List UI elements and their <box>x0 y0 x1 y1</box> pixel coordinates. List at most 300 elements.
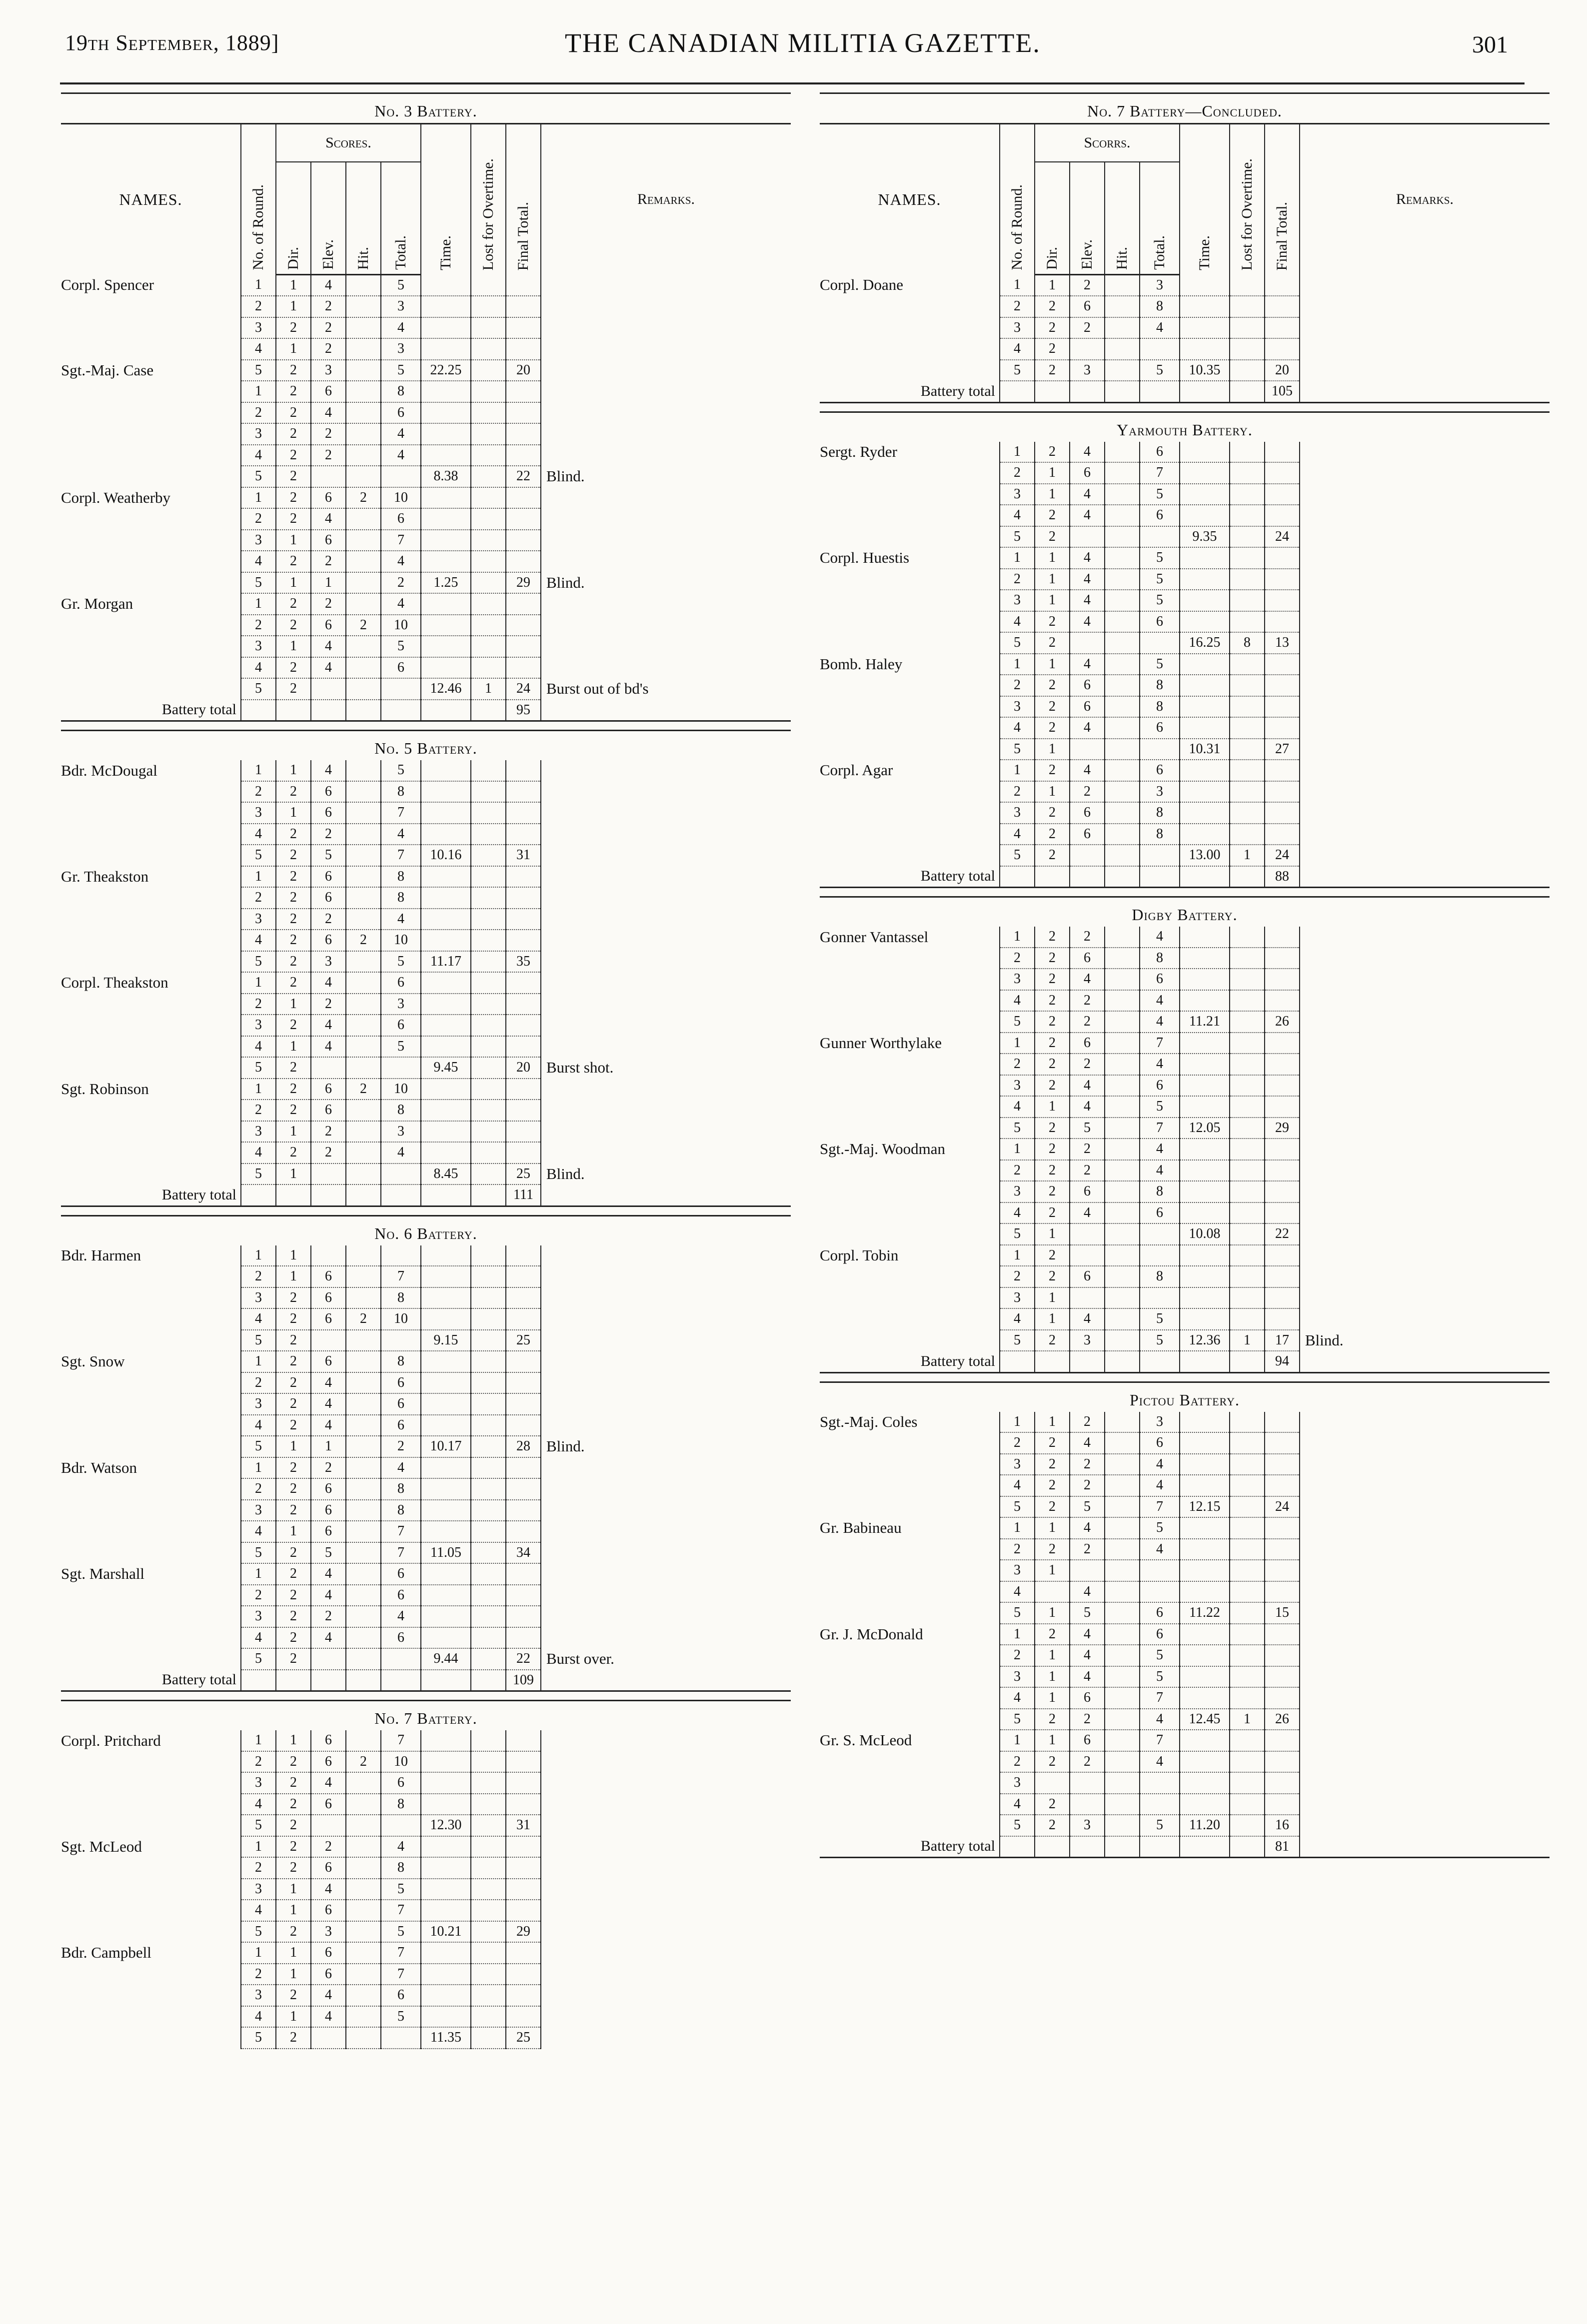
lost-cell <box>1230 317 1265 339</box>
section-rule <box>61 1215 791 1216</box>
elev-cell: 6 <box>311 615 346 636</box>
round-cell: 4 <box>241 824 276 845</box>
gunner-name <box>61 1857 241 1879</box>
total-cell: 4 <box>1140 1709 1180 1730</box>
section-rule <box>820 896 1550 898</box>
empty-cell <box>1000 1351 1035 1372</box>
final-cell <box>1265 969 1300 990</box>
total-cell: 7 <box>381 1521 421 1542</box>
round-cell: 3 <box>241 1500 276 1521</box>
hit-cell <box>346 1245 381 1266</box>
total-cell: 8 <box>381 1857 421 1879</box>
elev-cell: 4 <box>311 657 346 679</box>
hit-cell <box>346 466 381 487</box>
score-table <box>820 123 1550 403</box>
time-cell <box>1180 1139 1230 1160</box>
table-row <box>820 1815 1550 1836</box>
score-table <box>61 1245 791 1692</box>
round-cell: 1 <box>241 1563 276 1585</box>
time-cell <box>1180 1202 1230 1224</box>
gunner-name <box>820 1330 1000 1351</box>
round-cell: 4 <box>1000 717 1035 739</box>
table-row <box>820 1454 1550 1475</box>
time-cell <box>421 381 471 402</box>
remarks-cell <box>541 1351 791 1372</box>
dir-cell: 1 <box>1035 484 1070 505</box>
total-cell <box>1140 845 1180 866</box>
lost-cell <box>471 445 506 466</box>
lost-cell <box>1230 1139 1265 1160</box>
lost-cell <box>1230 1075 1265 1097</box>
table-row <box>61 1964 791 1985</box>
hit-cell <box>1105 1560 1140 1581</box>
table-row <box>61 1457 791 1479</box>
total-cell: 6 <box>381 1015 421 1036</box>
round-cell: 3 <box>1000 1181 1035 1202</box>
lost-cell <box>471 1163 506 1185</box>
gunner-name <box>820 1287 1000 1309</box>
hit-cell <box>346 760 381 781</box>
time-cell <box>1180 274 1230 296</box>
time-cell <box>1180 948 1230 969</box>
time-cell <box>1180 1454 1230 1475</box>
elev-cell: 4 <box>311 972 346 994</box>
hit-cell <box>346 338 381 360</box>
lost-cell <box>471 1100 506 1121</box>
gunner-name <box>820 739 1000 760</box>
remarks-cell <box>1300 1181 1550 1202</box>
final-cell <box>506 781 541 803</box>
hit-cell <box>1105 1266 1140 1287</box>
final-cell <box>1265 824 1300 845</box>
final-cell <box>506 2006 541 2028</box>
gunner-name <box>820 1118 1000 1139</box>
lost-cell <box>1230 948 1265 969</box>
total-cell: 4 <box>381 551 421 572</box>
final-cell <box>1265 948 1300 969</box>
round-cell: 4 <box>1000 1096 1035 1118</box>
final-cell <box>506 1942 541 1964</box>
time-cell <box>421 760 471 781</box>
lost-cell <box>1230 1202 1265 1224</box>
time-cell <box>421 1730 471 1751</box>
remarks-cell <box>1300 1815 1550 1836</box>
elev-cell: 4 <box>1070 505 1105 526</box>
round-cell: 4 <box>241 338 276 360</box>
time-cell <box>1180 1687 1230 1709</box>
final-cell <box>506 1900 541 1921</box>
final-cell: 31 <box>506 845 541 866</box>
elev-cell: 4 <box>1070 969 1105 990</box>
dir-cell: 1 <box>276 636 311 657</box>
lost-cell <box>471 466 506 487</box>
hit-cell <box>346 636 381 657</box>
dir-cell: 1 <box>276 338 311 360</box>
time-cell: 11.35 <box>421 2027 471 2049</box>
elev-cell: 6 <box>1070 824 1105 845</box>
round-cell: 5 <box>241 1815 276 1836</box>
round-cell: 4 <box>1000 338 1035 360</box>
time-cell <box>421 1266 471 1287</box>
final-cell <box>1265 1245 1300 1266</box>
hit-cell: 2 <box>346 1751 381 1773</box>
total-cell: 8 <box>381 1478 421 1500</box>
dir-cell: 1 <box>1035 1687 1070 1709</box>
left-column <box>61 92 791 2057</box>
gunner-name: Corpl. Tobin <box>820 1246 899 1264</box>
remarks-cell <box>1300 632 1550 654</box>
dir-cell: 1 <box>1035 1223 1070 1245</box>
remarks-cell <box>541 1478 791 1500</box>
dir-cell: 2 <box>1035 338 1070 360</box>
round-cell: 1 <box>241 1351 276 1372</box>
battery-total-label: Battery total <box>61 1184 241 1206</box>
final-cell: 20 <box>1265 360 1300 381</box>
time-cell: 12.36 <box>1180 1330 1230 1351</box>
hit-cell <box>346 909 381 930</box>
empty-cell <box>1070 866 1105 888</box>
elev-cell: 6 <box>311 1100 346 1121</box>
dir-header: Dir. <box>276 162 311 274</box>
total-cell: 5 <box>1140 1815 1180 1836</box>
total-cell: 8 <box>1140 296 1180 317</box>
empty-cell <box>346 1670 381 1691</box>
dir-cell: 1 <box>1035 274 1070 296</box>
total-cell <box>381 466 421 487</box>
empty-cell <box>1000 381 1035 402</box>
hit-cell <box>346 2027 381 2049</box>
elev-cell <box>1070 1794 1105 1815</box>
final-cell <box>1265 1666 1300 1688</box>
empty-cell <box>276 700 311 721</box>
lost-cell <box>1230 360 1265 381</box>
elev-cell: 2 <box>1070 1139 1105 1160</box>
gunner-name <box>820 632 1000 654</box>
dir-cell: 2 <box>276 445 311 466</box>
hit-cell <box>1105 1096 1140 1118</box>
lost-cell <box>1230 1412 1265 1433</box>
gunner-name <box>820 1581 1000 1603</box>
time-cell <box>1180 1266 1230 1287</box>
elev-cell: 4 <box>1070 760 1105 781</box>
remarks-cell <box>1300 1011 1550 1033</box>
time-cell <box>1180 781 1230 803</box>
elev-cell: 4 <box>1070 547 1105 569</box>
dir-cell: 2 <box>1035 1054 1070 1075</box>
elev-cell: 2 <box>311 1606 346 1627</box>
lost-cell <box>1230 1181 1265 1202</box>
time-cell <box>1180 654 1230 675</box>
lost-cell <box>1230 1624 1265 1645</box>
remarks-cell <box>1300 590 1550 611</box>
table-row <box>820 696 1550 718</box>
empty-cell <box>241 1184 276 1206</box>
lost-cell: 1 <box>1230 1330 1265 1351</box>
round-cell: 4 <box>241 657 276 679</box>
battery-title: No. 7 Battery—Concluded. <box>1087 102 1282 120</box>
names-header: NAMES. <box>61 124 241 275</box>
remarks-cell <box>541 1921 791 1943</box>
table-row <box>61 317 791 339</box>
round-cell: 3 <box>1000 484 1035 505</box>
dir-cell: 2 <box>276 781 311 803</box>
time-cell: 11.20 <box>1180 1815 1230 1836</box>
empty-cell <box>1070 1836 1105 1858</box>
gunner-name <box>61 824 241 845</box>
round-cell: 3 <box>241 802 276 824</box>
time-cell <box>421 972 471 994</box>
hit-cell <box>1105 505 1140 526</box>
total-cell: 6 <box>381 972 421 994</box>
elev-cell: 2 <box>311 909 346 930</box>
table-row <box>820 296 1550 317</box>
battery-total-value: 105 <box>1265 381 1300 402</box>
round-cell: 1 <box>241 593 276 615</box>
gunner-name <box>820 526 1000 548</box>
empty-cell <box>241 1670 276 1691</box>
gunner-name <box>61 781 241 803</box>
table-row <box>820 1011 1550 1033</box>
table-row <box>820 569 1550 590</box>
final-cell <box>506 1308 541 1330</box>
round-cell: 5 <box>241 360 276 381</box>
battery-title: No. 7 Battery. <box>374 1709 477 1727</box>
gunner-name <box>61 1921 241 1943</box>
lost-cell <box>471 1121 506 1143</box>
time-cell: 10.17 <box>421 1436 471 1457</box>
total-cell: 6 <box>381 1563 421 1585</box>
hit-cell <box>346 1942 381 1964</box>
remarks-cell <box>541 930 791 951</box>
total-cell: 4 <box>381 824 421 845</box>
lost-cell: 1 <box>1230 1709 1265 1730</box>
right-column <box>820 92 1550 1866</box>
hit-cell <box>346 1648 381 1670</box>
remarks-cell <box>1300 526 1550 548</box>
remarks-cell <box>1300 462 1550 484</box>
round-cell: 5 <box>1000 1118 1035 1139</box>
final-cell <box>506 1100 541 1121</box>
lost-cell <box>1230 1308 1265 1330</box>
elev-cell: 4 <box>311 274 346 296</box>
round-cell: 4 <box>1000 990 1035 1012</box>
total-cell: 6 <box>381 1772 421 1794</box>
total-cell: 3 <box>381 994 421 1015</box>
elev-cell: 2 <box>311 1142 346 1163</box>
final-cell <box>1265 1772 1300 1794</box>
remarks-cell <box>1300 505 1550 526</box>
lost-cell: 1 <box>471 678 506 700</box>
hit-cell <box>1105 760 1140 781</box>
lost-cell <box>471 615 506 636</box>
time-cell <box>1180 1772 1230 1794</box>
empty-cell <box>1035 1836 1070 1858</box>
time-cell: 9.45 <box>421 1057 471 1079</box>
remarks-cell <box>1300 1475 1550 1496</box>
elev-cell: 4 <box>1070 1645 1105 1666</box>
hit-cell <box>1105 360 1140 381</box>
lost-cell <box>471 972 506 994</box>
gunner-name <box>820 1539 1000 1560</box>
round-cell: 2 <box>241 1372 276 1394</box>
remarks-cell <box>1300 338 1550 360</box>
gunner-name <box>61 1308 241 1330</box>
remarks-cell: Burst out of bd's <box>541 678 791 700</box>
final-cell <box>1265 1160 1300 1181</box>
gunner-name: Gr. S. McLeod <box>820 1731 912 1749</box>
remarks-cell: Blind. <box>541 466 791 487</box>
time-cell <box>421 1627 471 1649</box>
table-row <box>61 402 791 424</box>
total-cell: 6 <box>381 508 421 530</box>
total-cell: 10 <box>381 1079 421 1100</box>
total-cell: 7 <box>1140 1496 1180 1518</box>
final-cell <box>506 1730 541 1751</box>
total-cell: 4 <box>381 593 421 615</box>
lost-cell <box>1230 590 1265 611</box>
total-cell: 3 <box>1140 781 1180 803</box>
time-cell <box>1180 1308 1230 1330</box>
time-cell: 10.16 <box>421 845 471 866</box>
remarks-cell <box>541 1330 791 1351</box>
time-cell: 10.08 <box>1180 1223 1230 1245</box>
final-cell <box>1265 547 1300 569</box>
hit-cell <box>1105 1772 1140 1794</box>
elev-cell: 2 <box>1070 1751 1105 1773</box>
lost-cell <box>471 1857 506 1879</box>
lost-cell <box>471 1142 506 1163</box>
total-cell: 3 <box>381 296 421 317</box>
round-cell: 5 <box>1000 1496 1035 1518</box>
score-table <box>61 760 791 1207</box>
round-cell: 1 <box>241 381 276 402</box>
final-cell <box>506 530 541 551</box>
hit-cell <box>346 1393 381 1415</box>
round-cell: 1 <box>241 274 276 296</box>
total-cell: 4 <box>381 423 421 445</box>
remarks-cell: Blind. <box>541 1436 791 1457</box>
total-cell: 6 <box>381 1372 421 1394</box>
round-cell: 5 <box>1000 360 1035 381</box>
round-cell: 4 <box>1000 505 1035 526</box>
table-row <box>61 636 791 657</box>
empty-cell <box>1140 1836 1180 1858</box>
dir-cell: 2 <box>276 657 311 679</box>
elev-cell: 4 <box>1070 1517 1105 1539</box>
table-row <box>61 1036 791 1058</box>
total-cell: 4 <box>1140 1011 1180 1033</box>
round-cell: 3 <box>1000 1560 1035 1581</box>
gunner-name <box>820 802 1000 824</box>
remarks-cell <box>541 1627 791 1649</box>
elev-cell: 4 <box>311 1585 346 1606</box>
score-table <box>61 123 791 722</box>
remarks-cell <box>541 1563 791 1585</box>
table-row <box>61 887 791 909</box>
time-cell <box>421 615 471 636</box>
empty-cell <box>471 1670 506 1691</box>
time-cell <box>1180 590 1230 611</box>
table-row <box>820 1666 1550 1688</box>
round-cell: 1 <box>241 760 276 781</box>
dir-cell: 2 <box>1035 1181 1070 1202</box>
time-cell <box>1180 696 1230 718</box>
table-row <box>61 1057 791 1079</box>
final-cell: 24 <box>1265 1496 1300 1518</box>
final-cell <box>1265 1730 1300 1751</box>
dir-cell: 1 <box>276 1730 311 1751</box>
final-cell <box>506 824 541 845</box>
dir-cell: 2 <box>276 2027 311 2049</box>
hit-cell <box>1105 1517 1140 1539</box>
gunner-name: Corpl. Agar <box>820 761 893 779</box>
lost-cell <box>1230 611 1265 633</box>
dir-cell: 2 <box>1035 969 1070 990</box>
table-row <box>820 526 1550 548</box>
hit-cell <box>1105 1139 1140 1160</box>
empty-cell <box>1230 1836 1265 1858</box>
dir-cell: 1 <box>276 1036 311 1058</box>
lost-cell <box>1230 1160 1265 1181</box>
elev-cell: 4 <box>1070 442 1105 463</box>
table-row <box>820 1539 1550 1560</box>
empty-cell <box>1180 381 1230 402</box>
total-cell <box>381 2027 421 2049</box>
remarks-cell <box>1300 1751 1550 1773</box>
final-cell: 22 <box>506 466 541 487</box>
round-cell: 1 <box>1000 1033 1035 1054</box>
final-cell <box>1265 1033 1300 1054</box>
gunner-name <box>61 1772 241 1794</box>
lost-cell <box>1230 1581 1265 1603</box>
hit-cell <box>1105 1287 1140 1309</box>
round-cell: 4 <box>241 445 276 466</box>
remarks-cell <box>541 802 791 824</box>
table-row <box>61 1985 791 2006</box>
score-table <box>820 1412 1550 1859</box>
scores-header: Scorrs. <box>1035 124 1180 162</box>
remarks-cell <box>1300 1560 1550 1581</box>
lost-cell <box>1230 1033 1265 1054</box>
round-cell: 1 <box>241 1942 276 1964</box>
lost-cell <box>471 1457 506 1479</box>
hit-cell <box>1105 1245 1140 1266</box>
gunner-name <box>61 1330 241 1351</box>
elev-cell: 5 <box>1070 1118 1105 1139</box>
round-cell: 5 <box>241 1921 276 1943</box>
gunner-name: Bomb. Haley <box>820 655 903 673</box>
hit-cell <box>1105 802 1140 824</box>
total-cell: 8 <box>1140 824 1180 845</box>
final-cell <box>506 1036 541 1058</box>
hit-cell <box>346 572 381 594</box>
gunner-name <box>820 569 1000 590</box>
time-cell <box>1180 1181 1230 1202</box>
hit-cell <box>1105 526 1140 548</box>
table-row <box>820 611 1550 633</box>
battery-total-row <box>61 1184 791 1206</box>
total-cell: 2 <box>381 1436 421 1457</box>
time-cell <box>1180 484 1230 505</box>
table-row <box>820 969 1550 990</box>
battery-section <box>820 411 1550 889</box>
time-header: Time. <box>421 124 471 275</box>
section-rule <box>61 730 791 731</box>
total-cell <box>381 1815 421 1836</box>
elev-cell: 6 <box>311 1478 346 1500</box>
lost-cell <box>471 1585 506 1606</box>
final-cell <box>506 866 541 888</box>
